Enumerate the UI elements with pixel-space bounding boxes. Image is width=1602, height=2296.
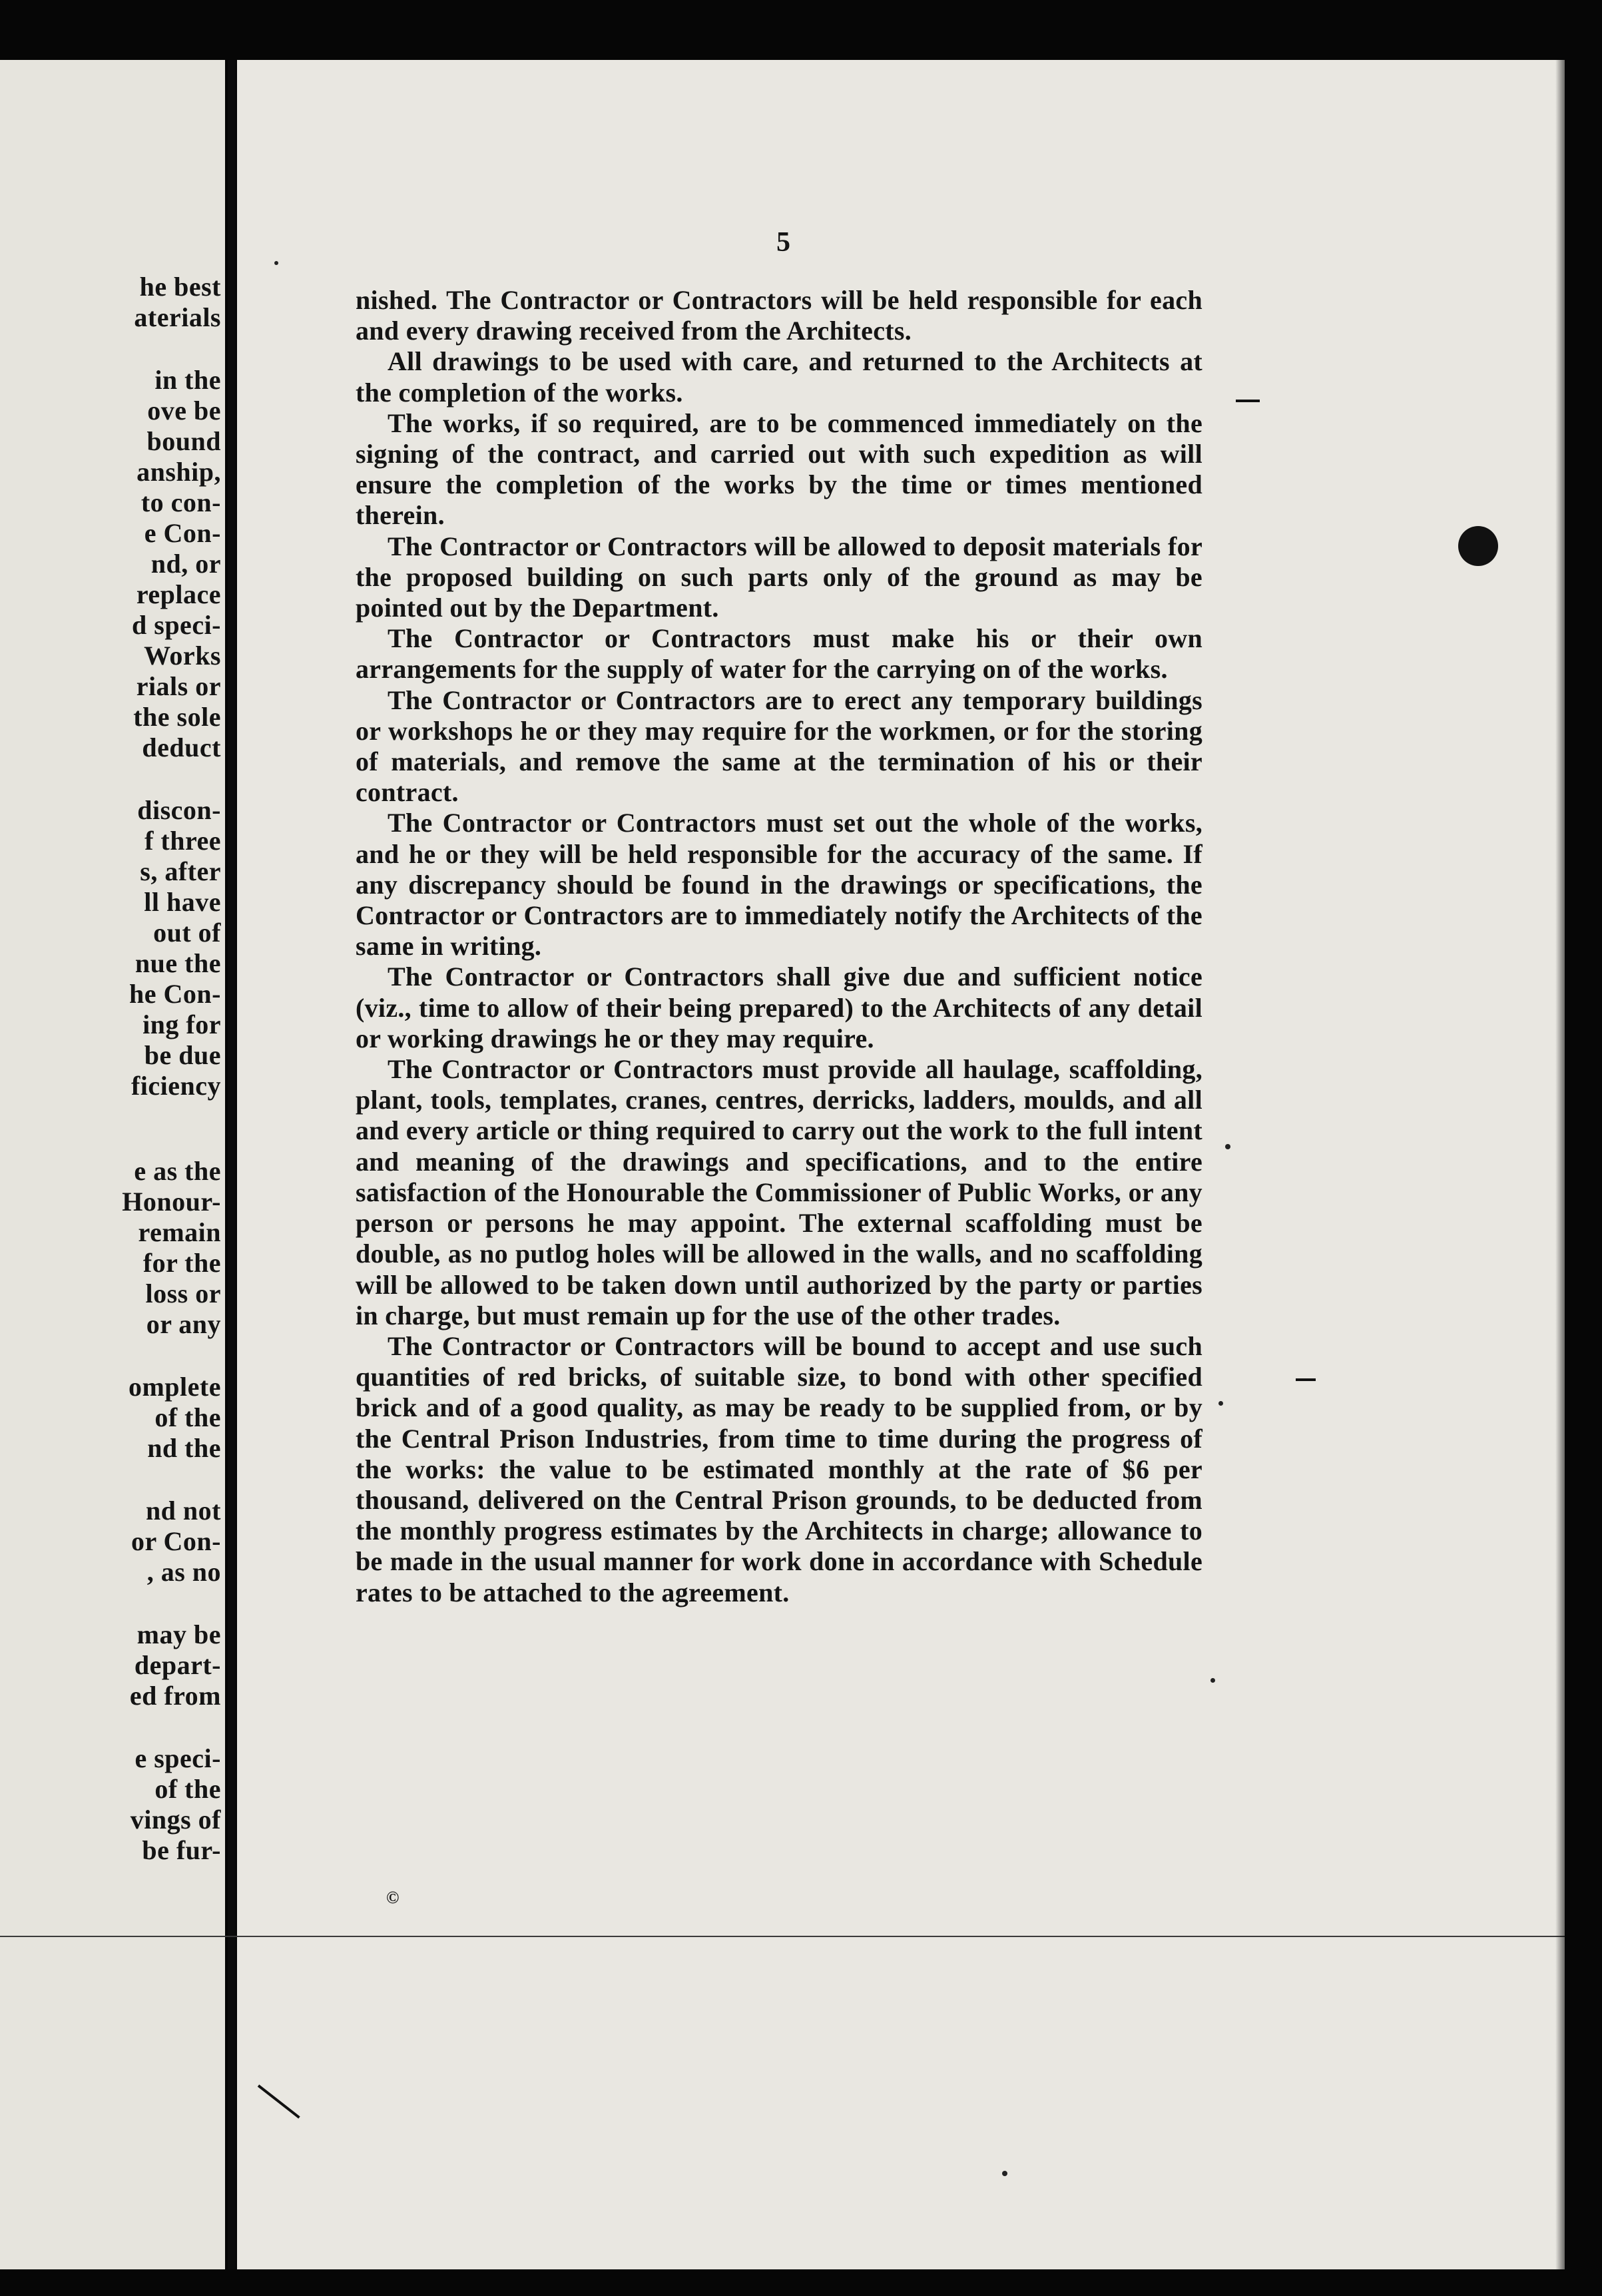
left-line: Honour- [122, 1187, 221, 1217]
left-line: he Con- [129, 979, 221, 1009]
left-line: or Con- [131, 1526, 221, 1556]
scan-speck [1225, 1144, 1230, 1149]
scan-speck [1218, 1401, 1223, 1406]
left-line: vings of [130, 1805, 221, 1835]
left-line: deduct [142, 732, 221, 762]
left-line: omplete [128, 1372, 221, 1402]
paragraph: nished. The Contractor or Contractors will be held responsible for each and every drawing received from the Architects. [356, 285, 1202, 346]
left-line: the sole [133, 702, 221, 732]
scan-speck [1002, 2171, 1007, 2176]
left-line: to con- [140, 487, 221, 517]
left-line: of the [154, 1774, 221, 1804]
left-line: ll have [144, 887, 221, 917]
left-line: anship, [136, 457, 221, 487]
left-line: be due [144, 1040, 221, 1070]
page-body [356, 285, 1202, 1608]
left-line: e as the [134, 1156, 221, 1186]
left-line: ficiency [131, 1071, 221, 1101]
left-line: nd, or [150, 549, 221, 579]
left-line: rials or [136, 671, 221, 701]
left-page-fragment [0, 60, 225, 2269]
left-line: in the [154, 365, 221, 395]
paragraph: The Contractor or Contractors will be bound to accept and use such quantities of red bricks, of suitable size, to bond with other specified brick and of a good quality, as may be ready to be supplied from, or by the Central Prison Industries, from time to time during the progress of the works: the value to be estimated monthly at the rate of $6 per thousand, delivered on the Central Prison grounds, to be deducted from the monthly progress estimates by the Architects in charge; allowance to be made in the usual manner for work done in accordance with Schedule rates to be attached to the agreement. [356, 1330, 1202, 1607]
left-line: or any [146, 1309, 221, 1339]
left-line: depart- [134, 1650, 221, 1680]
left-line: e Con- [144, 518, 221, 548]
left-line: d speci- [132, 610, 221, 640]
left-line: discon- [137, 795, 221, 825]
paragraph: All drawings to be used with care, and returned to the Architects at the completion of the works. [356, 346, 1202, 408]
page-binding-line [228, 60, 236, 2269]
left-line: ed from [129, 1681, 221, 1711]
left-line: out of [153, 918, 221, 948]
left-line: aterials [134, 302, 221, 332]
left-line: be fur- [142, 1835, 221, 1865]
left-line: bound [146, 426, 221, 456]
left-line: of the [154, 1402, 221, 1432]
left-line: nue the [134, 948, 221, 978]
paragraph: The works, if so required, are to be commenced immediately on the signing of the contract, and carried out with such expedition as will ensure the completion of the works by the time or times mentioned therein. [356, 408, 1202, 531]
left-line: nd the [147, 1433, 221, 1463]
paragraph: The Contractor or Contractors must provide all haulage, scaffolding, plant, tools, templates, cranes, centres, derricks, ladders, moulds, and all and every article or thing required to carry out the work to the full intent and meaning of the drawings and specifications, and to the entire satisfaction of the Honourable the Commissioner of Public Works, or any person or persons he may appoint. The external scaffolding must be double, as no putlog holes will be allowed in the walls, and no scaffolding will be allowed to be taken down until authorized by the party or parties in charge, but must remain up for the use of the other trades. [356, 1054, 1202, 1330]
left-line: may be [136, 1619, 221, 1649]
left-line: f three [144, 826, 221, 856]
paragraph: The Contractor or Contractors will be allowed to deposit materials for the proposed building on such parts only of the ground as may be pointed out by the Department. [356, 531, 1202, 623]
left-line: ove be [147, 396, 221, 426]
paragraph: The Contractor or Contractors must set out the whole of the works, and he or they will be held responsible for the accuracy of the same. If any discrepancy should be found in the drawings or specifications, the Contractor or Contractors are to immediately notify the Architects of the same in writing. [356, 808, 1202, 962]
scan-mark [1296, 1378, 1316, 1381]
scan-speck [1210, 1678, 1215, 1683]
paragraph: The Contractor or Contractors must make his or their own arrangements for the supply of water for the carrying on of the works. [356, 623, 1202, 685]
left-line: Works [144, 641, 221, 671]
left-line: e speci- [134, 1743, 221, 1773]
left-line: s, after [140, 856, 221, 886]
left-line: loss or [145, 1279, 221, 1308]
page-bottom-rule [0, 1936, 1565, 1937]
scan-mark [1236, 400, 1260, 402]
page-number: 5 [776, 227, 790, 258]
page-edge-shadow [1555, 60, 1565, 2269]
left-line: replace [136, 579, 221, 609]
left-line: , as no [146, 1557, 221, 1587]
paragraph: The Contractor or Contractors are to erect any temporary buildings or workshops he or they may require for the workmen, or for the storing of materials, and remove the same at the termination of his or their contract. [356, 685, 1202, 808]
left-line: remain [138, 1217, 221, 1247]
left-line: for the [142, 1248, 221, 1278]
footer-mark: © [386, 1888, 400, 1907]
scan-speck [274, 261, 278, 265]
left-line: ing for [142, 1009, 221, 1039]
left-line: nd not [145, 1496, 221, 1526]
left-line: he best [139, 272, 221, 302]
ink-blot [1458, 526, 1498, 566]
paragraph: The Contractor or Contractors shall give due and sufficient notice (viz., time to allow of their being prepared) to the Architects of any detail or working drawings he or they may require. [356, 962, 1202, 1053]
